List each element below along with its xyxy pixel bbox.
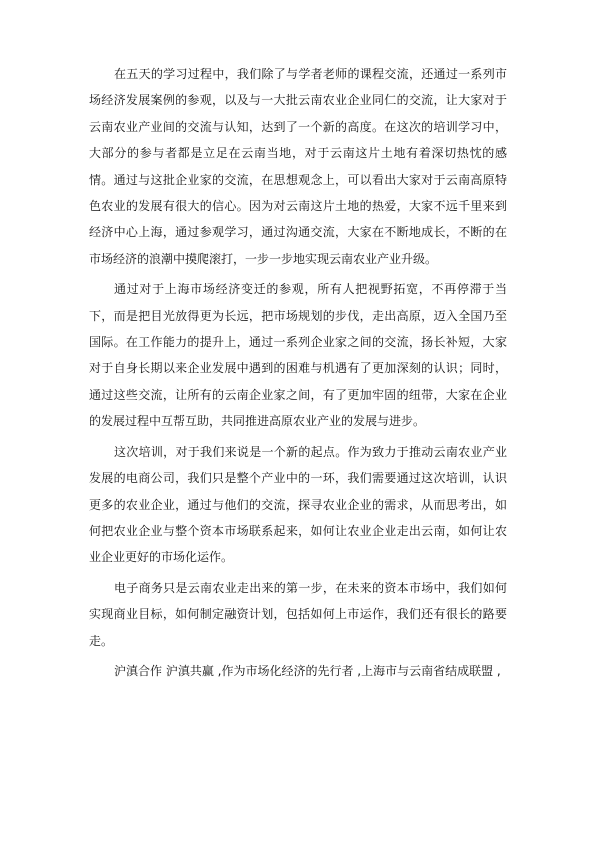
paragraph: 电子商务只是云南农业走出来的第一步，在未来的资本市场中，我们如何实现商业目标，如何制定融资计划，包括如何上市运作，我们还有很长的路要走。 (89, 580, 507, 648)
paragraph: 沪滇合作 沪滇共赢 ,作为市场化经济的先行者 ,上海市与云南省结成联盟 , (114, 663, 501, 678)
paragraph: 在五天的学习过程中，我们除了与学者老师的课程交流，还通过一系列市场经济发展案例的参观，以及与一大批云南农业企业同仁的交流，让大家对于云南农业产业间的交流与认知，达到了一个新的高度。在这次的培训学习中，大部分的参与者都是立足在云南当地，对于云南这片土地有着深切热忱的感情。通过与这批企业家的交流，在思想观念上，可以看出大家对于云南高原特色农业的发展有很大的信心。因为对云南这片土地的热爱，大家不远千里来到经济中心上海，通过参观学习，通过沟通交流，大家在不断地成长，不断的在市场经济的浪潮中摸爬滚打，一步一步地实现云南农业产业升级。 (89, 67, 507, 266)
paragraph: 通过对于上海市场经济变迁的参观，所有人把视野拓宽，不再停滞于当下，而是把目光放得更为长远，把市场规划的步伐，走出高原，迈入全国乃至国际。在工作能力的提升上，通过一系列企业家之间的交流，扬长补短，大家对于自身长期以来企业发展中遇到的困难与机遇有了更加深刻的认识；同时，通过这些交流，让所有的云南企业家之间，有了更加牢固的纽带，大家在企业的发展过程中互帮互助，共同推进高原农业产业的发展与进步。 (89, 282, 507, 429)
document-body (89, 61, 507, 684)
paragraph: 这次培训，对于我们来说是一个新的起点。作为致力于推动云南农业产业发展的电商公司，我们只是整个产业中的一环，我们需要通过这次培训，认识更多的农业企业，通过与他们的交流，探寻农业企业的需求，从而思考出，如何把农业企业与整个资本市场联系起来，如何让农业企业走出云南，如何让农业企业更好的市场化运作。 (89, 444, 507, 565)
